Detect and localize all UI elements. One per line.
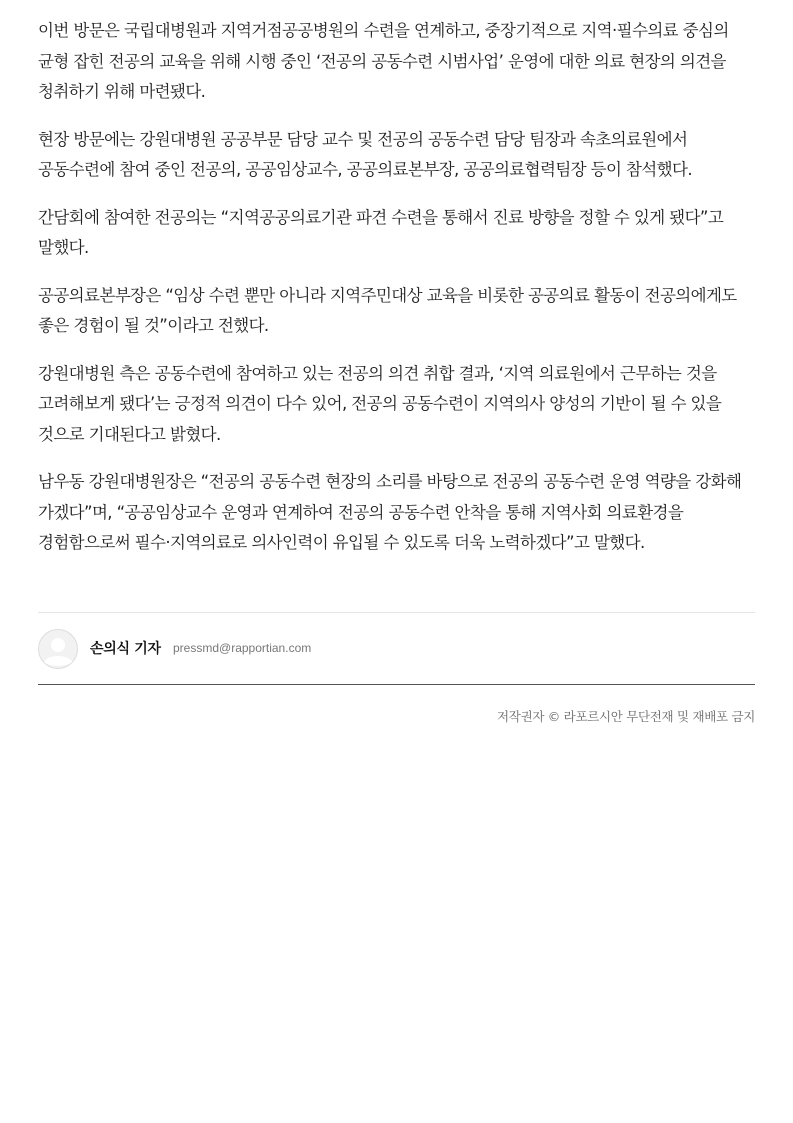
- user-avatar-icon: [38, 629, 78, 669]
- reporter-name[interactable]: 손의식 기자: [90, 641, 161, 657]
- copyright-notice: 저작권자 © 라포르시안 무단전재 및 재배포 금지: [497, 709, 755, 724]
- article-paragraph: 공공의료본부장은 “임상 수련 뿐만 아니라 지역주민대상 교육을 비롯한 공공의료 활동이 전공의에게도 좋은 경험이 될 것”이라고 전했다.: [38, 285, 737, 335]
- article-body: [38, 16, 756, 576]
- article-paragraph: 강원대병원 측은 공동수련에 참여하고 있는 전공의 의견 취합 결과, ‘지역 의료원에서 근무하는 것을 고려해보게 됐다’는 긍정적 의견이 다수 있어, 전공의 공동수련이 지역의사 양성의 기반이 될 수 있을 것으로 기대된다고 밝혔다.: [38, 363, 722, 444]
- article-paragraph: 간담회에 참여한 전공의는 “지역공공의료기관 파견 수련을 통해서 진료 방향을 정할 수 있게 됐다”고 말했다.: [38, 207, 724, 257]
- article-paragraph: 남우동 강원대병원장은 “전공의 공동수련 현장의 소리를 바탕으로 전공의 공동수련 운영 역량을 강화해 가겠다”며, “공공임상교수 운영과 연계하여 전공의 공동수련 안착을 통해 지역사회 의료환경을 경험함으로써 필수·지역의료로 의사인력이 유입될 수 있도록 더욱 노력하겠다”고 말했다.: [38, 472, 742, 552]
- reporter-byline: [38, 612, 755, 685]
- reporter-email-link[interactable]: pressmd@rapportian.com: [173, 641, 312, 655]
- article-paragraph: 이번 방문은 국립대병원과 지역거점공공병원의 수련을 연계하고, 중장기적으로 지역·필수의료 중심의 균형 잡힌 전공의 교육을 위해 시행 중인 ‘전공의 공동수련 시범사업’ 운영에 대한 의료 현장의 의견을 청취하기 위해 마련됐다.: [38, 21, 729, 101]
- article-paragraph: 현장 방문에는 강원대병원 공공부문 담당 교수 및 전공의 공동수련 담당 팀장과 속초의료원에서 공동수련에 참여 중인 전공의, 공공임상교수, 공공의료본부장, 공공의료협력팀장 등이 참석했다.: [38, 129, 692, 179]
